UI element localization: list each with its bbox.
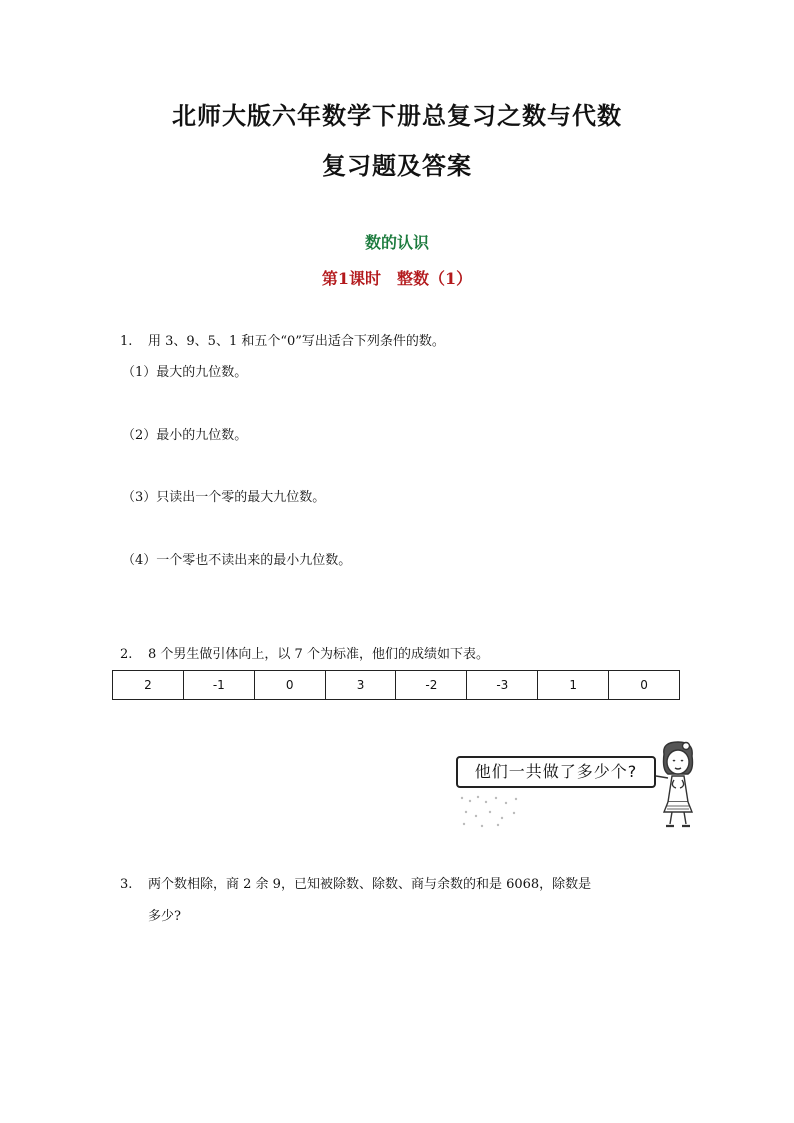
document-title: 北师大版六年数学下册总复习之数与代数 — [172, 101, 622, 130]
shadow-dots-decoration — [456, 792, 526, 832]
document-subtitle: 复习题及答案 — [322, 151, 472, 180]
question-number: 1. — [120, 334, 133, 349]
section-topic: 数的认识 — [364, 233, 429, 252]
score-cell: 0 — [254, 671, 325, 700]
speech-bubble: 他们一共做了多少个? — [456, 756, 656, 788]
score-cell: -3 — [467, 671, 538, 700]
question-text: 两个数相除，商 2 余 9，已知被除数、除数、商与余数的和是 6068，除数是 — [148, 877, 592, 892]
score-cell: -2 — [396, 671, 467, 700]
question-3-continuation: 多少? — [148, 909, 181, 924]
score-cell: 3 — [325, 671, 396, 700]
score-cell: 0 — [609, 671, 680, 700]
girl-illustration-icon — [648, 740, 708, 832]
question-1-part-4: （4）一个零也不读出来的最小九位数。 — [122, 553, 352, 568]
score-cell: 1 — [538, 671, 609, 700]
question-1 — [120, 334, 445, 350]
lesson-heading: 第1课时 整数（1） — [321, 269, 473, 288]
scores-table — [112, 670, 680, 700]
score-cell: -1 — [183, 671, 254, 700]
question-text: 8 个男生做引体向上，以 7 个为标准，他们的成绩如下表。 — [148, 647, 489, 662]
question-2 — [120, 647, 489, 663]
question-text: 用 3、9、5、1 和五个“0”写出适合下列条件的数。 — [148, 334, 445, 349]
question-1-part-1: （1）最大的九位数。 — [122, 365, 248, 380]
table-row — [113, 671, 680, 700]
question-1-part-2: （2）最小的九位数。 — [122, 428, 248, 443]
question-number: 3. — [120, 877, 133, 892]
question-number: 2. — [120, 647, 133, 662]
question-3 — [120, 877, 591, 893]
score-cell: 2 — [113, 671, 184, 700]
question-1-part-3: （3）只读出一个零的最大九位数。 — [122, 490, 326, 505]
